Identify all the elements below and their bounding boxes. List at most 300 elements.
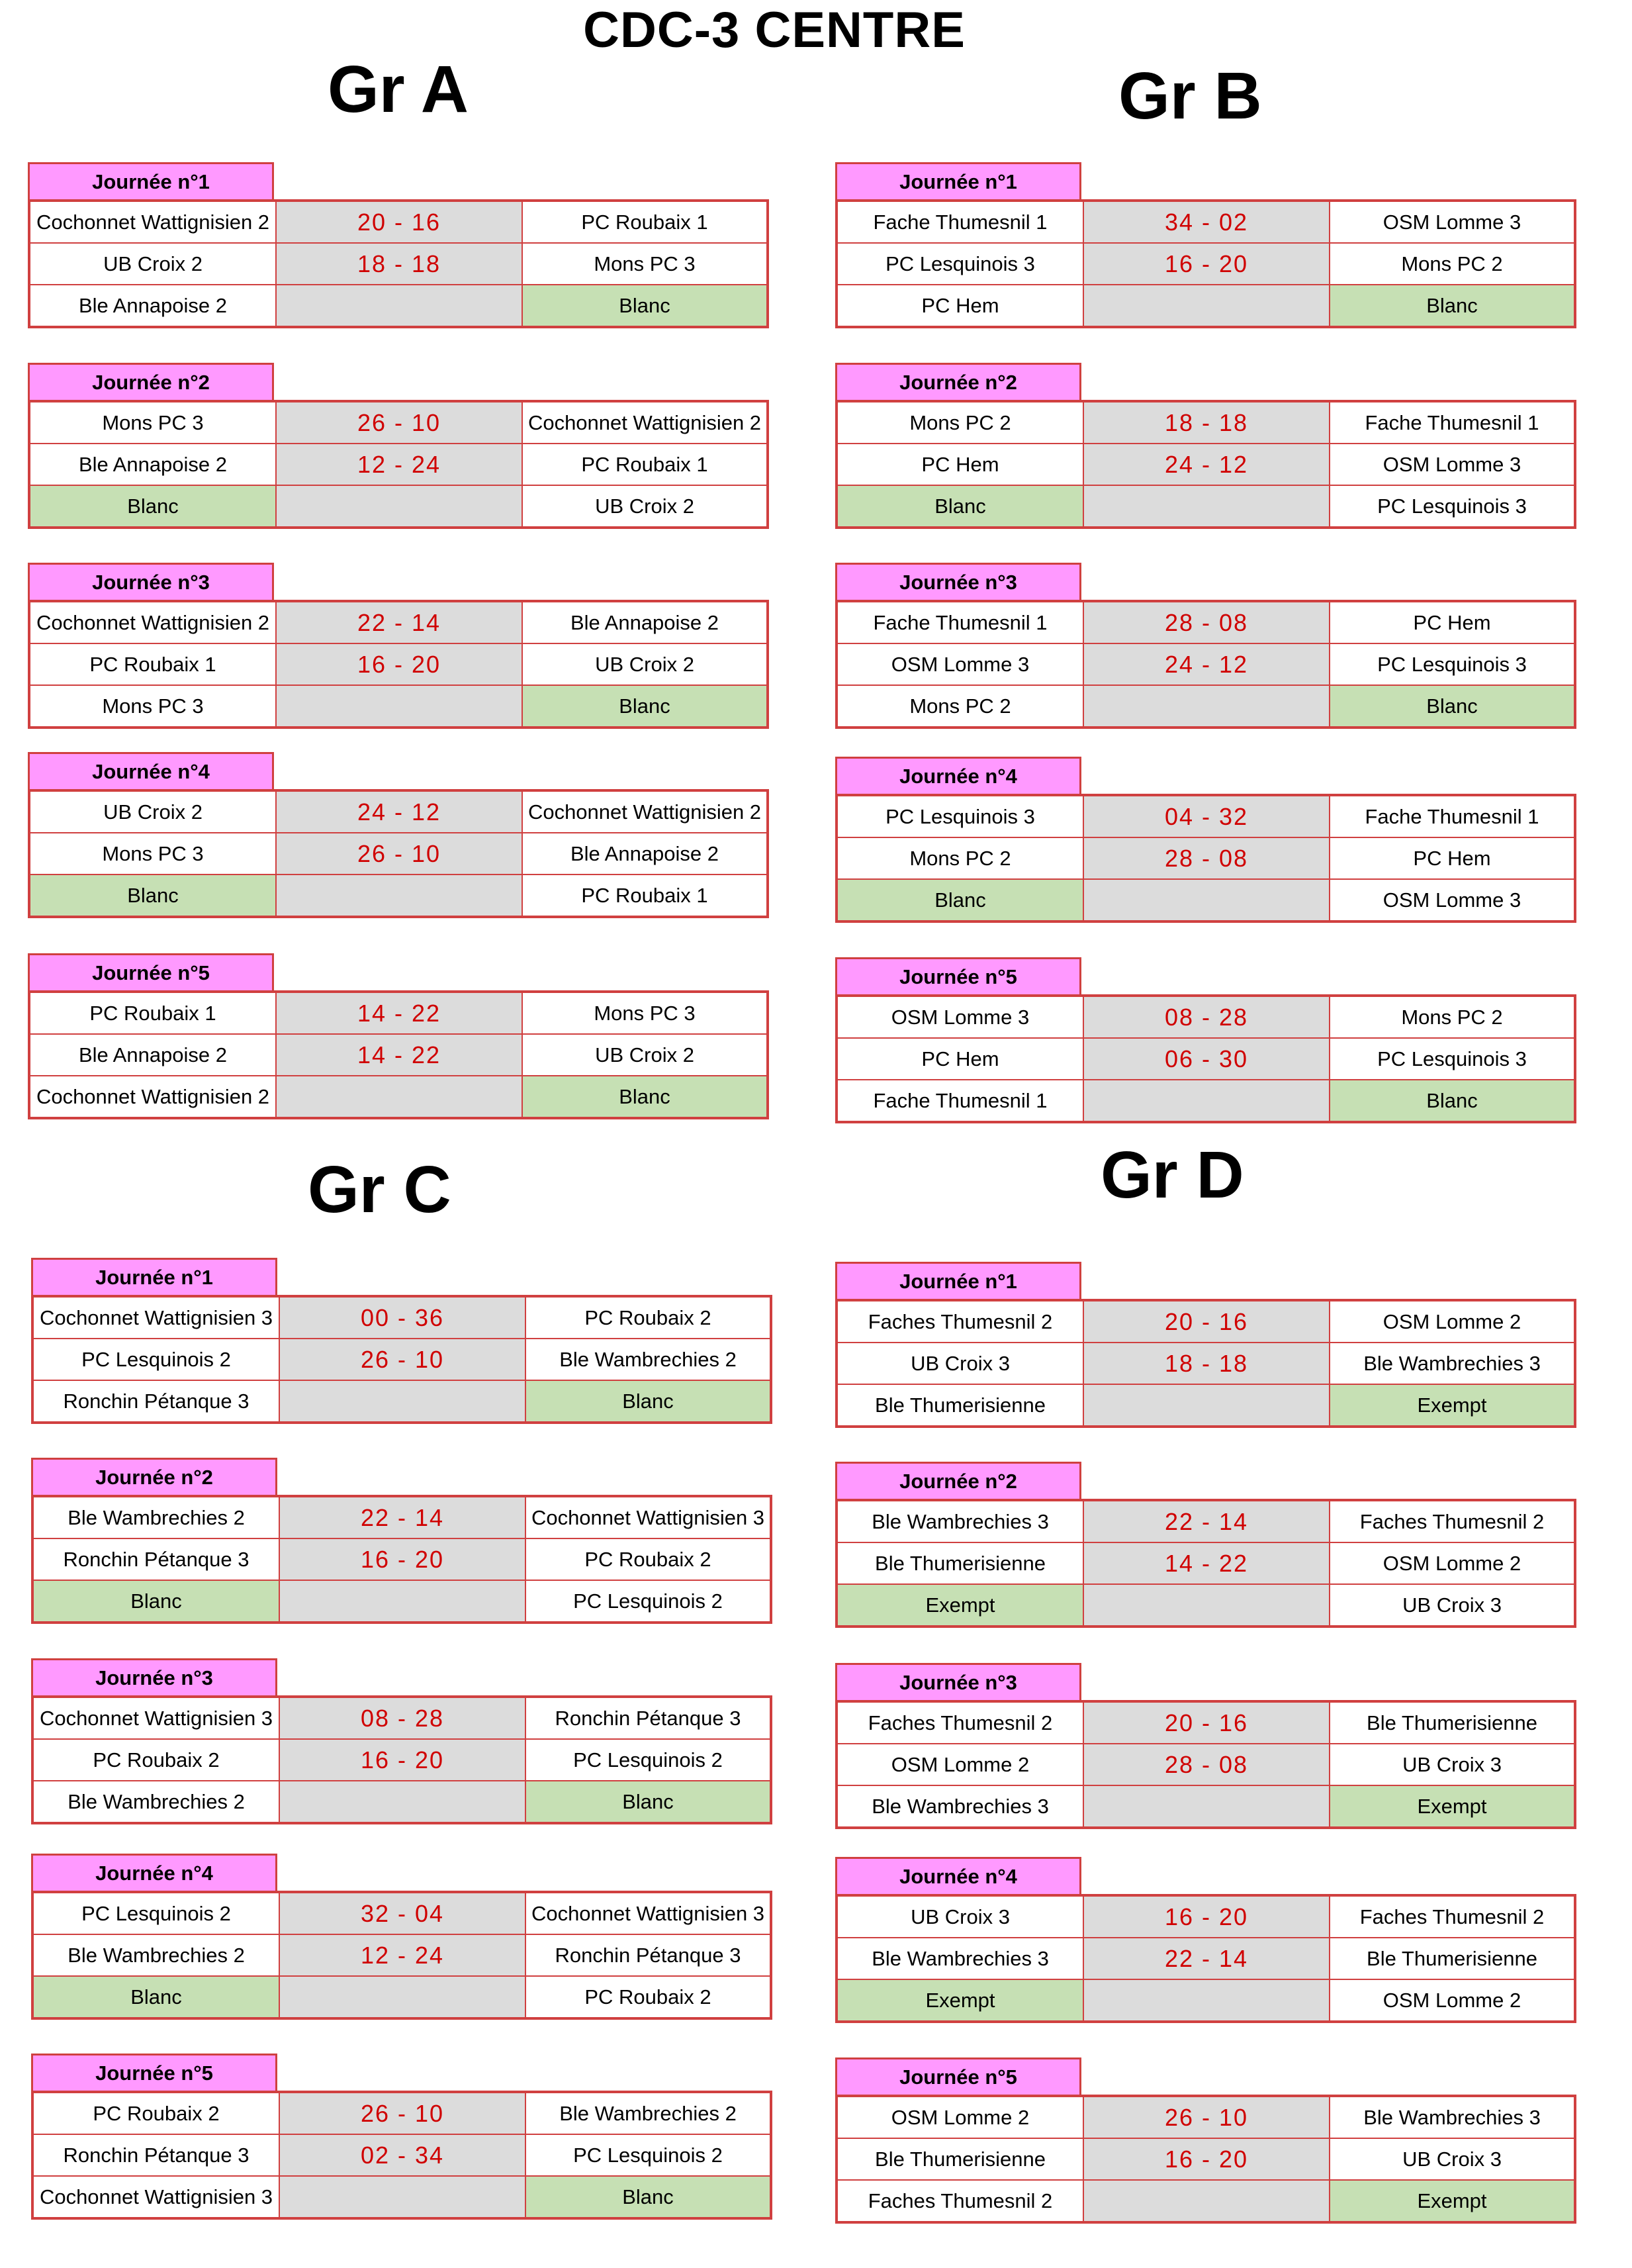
score-cell: 08 - 28 — [280, 1698, 526, 1738]
match-table — [28, 600, 769, 729]
away-team-cell: PC Lesquinois 2 — [573, 2143, 723, 2167]
match-row — [838, 1542, 1574, 1583]
away-team-cell: Ble Annapoise 2 — [570, 841, 719, 865]
away-team-cell: PC Roubaix 2 — [584, 1985, 711, 2008]
home-team-cell: Mons PC 2 — [838, 686, 1084, 726]
match-row — [838, 685, 1574, 726]
match-row — [34, 1497, 770, 1538]
match-row — [30, 1033, 766, 1075]
match-row — [838, 402, 1574, 443]
away-team-cell: Ble Thumerisienne — [1367, 1946, 1537, 1970]
away-team-cell: OSM Lomme 2 — [1383, 1551, 1521, 1575]
match-row — [34, 1934, 770, 1975]
score-cell — [280, 1381, 526, 1421]
match-row — [34, 1738, 770, 1780]
away-team-cell: Mons PC 2 — [1401, 1005, 1503, 1029]
group-a-title: Gr A — [328, 52, 469, 126]
home-team-cell: PC Lesquinois 2 — [34, 1339, 280, 1380]
group-c-journee-2 — [31, 1458, 772, 1624]
score-cell: 26 - 10 — [277, 833, 523, 874]
journee-header: Journée n°4 — [31, 1854, 277, 1891]
score-cell — [1084, 486, 1330, 526]
away-team-cell: UB Croix 2 — [595, 494, 694, 518]
journee-header: Journée n°4 — [28, 752, 274, 789]
away-team-cell: PC Lesquinois 3 — [1377, 494, 1527, 518]
away-team-cell: UB Croix 2 — [595, 652, 694, 676]
match-table — [31, 1695, 772, 1824]
journee-header: Journée n°3 — [835, 563, 1081, 600]
score-cell — [1084, 2181, 1330, 2221]
away-team-cell: OSM Lomme 3 — [1383, 452, 1521, 476]
away-team-cell: Exempt — [1330, 2181, 1574, 2221]
home-team-cell: UB Croix 2 — [30, 792, 277, 832]
journee-header: Journée n°4 — [835, 1857, 1081, 1894]
away-team-cell: Cochonnet Wattignisien 3 — [531, 1901, 765, 1925]
away-team-cell: Fache Thumesnil 1 — [1365, 804, 1539, 828]
group-b-journee-5 — [835, 957, 1576, 1123]
match-row — [34, 1698, 770, 1738]
score-cell: 20 - 16 — [277, 202, 523, 242]
score-cell — [1084, 1585, 1330, 1625]
away-team-cell: Mons PC 3 — [594, 252, 696, 275]
match-row — [838, 485, 1574, 526]
journee-header: Journée n°5 — [835, 2057, 1081, 2095]
journee-header: Journée n°4 — [835, 757, 1081, 794]
match-row — [838, 1583, 1574, 1625]
home-team-cell: PC Roubaix 1 — [30, 644, 277, 685]
score-cell: 22 - 14 — [277, 602, 523, 643]
home-team-cell: Ronchin Pétanque 3 — [34, 1381, 280, 1421]
match-table — [835, 1700, 1576, 1829]
away-team-cell: Mons PC 3 — [594, 1001, 696, 1025]
home-team-cell: OSM Lomme 3 — [838, 644, 1084, 685]
score-cell: 28 - 08 — [1084, 838, 1330, 878]
score-cell — [1084, 285, 1330, 326]
away-team-cell: Ble Annapoise 2 — [570, 610, 719, 634]
away-team-cell: Blanc — [1330, 285, 1574, 326]
score-cell: 26 - 10 — [277, 402, 523, 443]
group-d-journee-3 — [835, 1663, 1576, 1829]
score-cell — [277, 875, 523, 916]
match-row — [838, 1703, 1574, 1743]
home-team-cell: Blanc — [838, 486, 1084, 526]
home-team-cell: Blanc — [34, 1581, 280, 1621]
away-team-cell: Blanc — [523, 686, 766, 726]
group-c-journee-4 — [31, 1854, 772, 2020]
group-a-journee-3 — [28, 563, 769, 729]
group-a-journee-1 — [28, 162, 769, 328]
match-row — [838, 202, 1574, 242]
match-row — [838, 1937, 1574, 1979]
score-cell — [280, 1781, 526, 1822]
away-team-cell: Faches Thumesnil 2 — [1359, 1905, 1545, 1928]
away-team-cell: PC Lesquinois 3 — [1377, 652, 1527, 676]
away-team-cell: Cochonnet Wattignisien 2 — [527, 410, 762, 434]
home-team-cell: Blanc — [838, 880, 1084, 920]
away-team-cell: PC Lesquinois 3 — [1377, 1047, 1527, 1070]
home-team-cell: Ble Wambrechies 2 — [34, 1497, 280, 1538]
match-row — [838, 878, 1574, 920]
match-row — [838, 1037, 1574, 1079]
home-team-cell: Ble Annapoise 2 — [30, 1035, 277, 1075]
score-cell: 32 - 04 — [280, 1893, 526, 1934]
home-team-cell: Ble Thumerisienne — [838, 1543, 1084, 1583]
score-cell: 22 - 14 — [1084, 1938, 1330, 1979]
match-table — [835, 1894, 1576, 2023]
group-c-journee-3 — [31, 1658, 772, 1824]
away-team-cell: PC Roubaix 2 — [584, 1305, 711, 1329]
away-team-cell: Ble Wambrechies 2 — [559, 2101, 737, 2125]
match-row — [34, 1538, 770, 1580]
away-team-cell: Blanc — [523, 1076, 766, 1117]
away-team-cell: PC Lesquinois 2 — [573, 1589, 723, 1613]
home-team-cell: Mons PC 2 — [838, 838, 1084, 878]
match-row — [30, 202, 766, 242]
score-cell — [277, 486, 523, 526]
home-team-cell: PC Roubaix 1 — [30, 993, 277, 1033]
score-cell — [280, 2177, 526, 2217]
away-team-cell: Faches Thumesnil 2 — [1359, 1509, 1545, 1533]
group-c-journee-5 — [31, 2054, 772, 2220]
score-cell: 16 - 20 — [280, 1740, 526, 1780]
home-team-cell: PC Hem — [838, 1039, 1084, 1079]
match-row — [838, 2138, 1574, 2179]
away-team-cell: OSM Lomme 2 — [1383, 1988, 1521, 2012]
score-cell — [280, 1581, 526, 1621]
match-row — [34, 2175, 770, 2217]
home-team-cell: Fache Thumesnil 1 — [838, 602, 1084, 643]
match-row — [838, 1342, 1574, 1384]
match-row — [838, 602, 1574, 643]
score-cell — [277, 1076, 523, 1117]
home-team-cell: Ble Wambrechies 2 — [34, 1935, 280, 1975]
score-cell: 02 - 34 — [280, 2135, 526, 2175]
match-row — [34, 1893, 770, 1934]
match-table — [835, 199, 1576, 328]
match-row — [30, 792, 766, 832]
home-team-cell: PC Hem — [838, 285, 1084, 326]
away-team-cell: PC Hem — [1413, 610, 1491, 634]
journee-header: Journée n°5 — [31, 2054, 277, 2091]
match-table — [31, 1295, 772, 1424]
score-cell — [277, 686, 523, 726]
match-table — [835, 994, 1576, 1123]
away-team-cell: UB Croix 3 — [1402, 1752, 1502, 1776]
group-b-journee-1 — [835, 162, 1576, 328]
match-row — [838, 1897, 1574, 1937]
score-cell: 16 - 20 — [277, 644, 523, 685]
match-row — [838, 1501, 1574, 1542]
journee-header: Journée n°1 — [835, 162, 1081, 199]
page-title: CDC-3 CENTRE — [583, 2, 966, 58]
match-row — [838, 796, 1574, 837]
home-team-cell: Mons PC 3 — [30, 686, 277, 726]
score-cell — [280, 1977, 526, 2017]
away-team-cell: Ble Wambrechies 3 — [1363, 2105, 1541, 2129]
journee-header: Journée n°1 — [31, 1258, 277, 1295]
match-row — [34, 1298, 770, 1338]
match-row — [838, 443, 1574, 485]
score-cell: 28 - 08 — [1084, 1744, 1330, 1785]
group-b-journee-4 — [835, 757, 1576, 923]
away-team-cell: Blanc — [1330, 686, 1574, 726]
group-a-journee-2 — [28, 363, 769, 529]
away-team-cell: OSM Lomme 3 — [1383, 210, 1521, 234]
match-table — [28, 199, 769, 328]
match-row — [838, 284, 1574, 326]
group-c-journee-1 — [31, 1258, 772, 1424]
home-team-cell: Cochonnet Wattignisien 2 — [30, 1076, 277, 1117]
score-cell: 06 - 30 — [1084, 1039, 1330, 1079]
match-row — [30, 402, 766, 443]
score-cell — [1084, 1385, 1330, 1425]
away-team-cell: PC Lesquinois 2 — [573, 1748, 723, 1772]
group-b-journee-3 — [835, 563, 1576, 729]
journee-header: Journée n°3 — [31, 1658, 277, 1695]
group-b-journee-2 — [835, 363, 1576, 529]
match-table — [835, 794, 1576, 923]
home-team-cell: Cochonnet Wattignisien 3 — [34, 2177, 280, 2217]
group-d-journee-5 — [835, 2057, 1576, 2224]
match-table — [835, 2095, 1576, 2224]
match-row — [30, 242, 766, 284]
score-cell — [1084, 1980, 1330, 2020]
away-team-cell: UB Croix 3 — [1402, 1593, 1502, 1617]
score-cell: 24 - 12 — [1084, 444, 1330, 485]
match-row — [838, 1979, 1574, 2020]
home-team-cell: Mons PC 3 — [30, 833, 277, 874]
match-row — [30, 602, 766, 643]
score-cell — [277, 285, 523, 326]
home-team-cell: PC Lesquinois 3 — [838, 796, 1084, 837]
home-team-cell: Mons PC 3 — [30, 402, 277, 443]
home-team-cell: Cochonnet Wattignisien 2 — [30, 602, 277, 643]
score-cell: 16 - 20 — [1084, 1897, 1330, 1937]
match-row — [34, 1975, 770, 2017]
away-team-cell: Cochonnet Wattignisien 2 — [527, 800, 762, 824]
home-team-cell: Cochonnet Wattignisien 3 — [34, 1298, 280, 1338]
journee-header: Journée n°2 — [31, 1458, 277, 1495]
match-row — [34, 1580, 770, 1621]
home-team-cell: Blanc — [30, 486, 277, 526]
home-team-cell: PC Roubaix 2 — [34, 2093, 280, 2134]
match-row — [30, 485, 766, 526]
away-team-cell: Blanc — [526, 1781, 770, 1822]
score-cell: 18 - 18 — [1084, 402, 1330, 443]
home-team-cell: Blanc — [30, 875, 277, 916]
home-team-cell: Ble Wambrechies 2 — [34, 1781, 280, 1822]
match-table — [835, 1299, 1576, 1428]
score-cell: 00 - 36 — [280, 1298, 526, 1338]
away-team-cell: Blanc — [526, 2177, 770, 2217]
home-team-cell: UB Croix 3 — [838, 1897, 1084, 1937]
group-b-title: Gr B — [1118, 59, 1262, 133]
match-row — [30, 685, 766, 726]
away-team-cell: Blanc — [526, 1381, 770, 1421]
match-row — [838, 837, 1574, 878]
match-row — [838, 1785, 1574, 1826]
home-team-cell: OSM Lomme 2 — [838, 1744, 1084, 1785]
home-team-cell: UB Croix 2 — [30, 244, 277, 284]
match-row — [30, 874, 766, 916]
match-table — [31, 1891, 772, 2020]
match-row — [34, 1380, 770, 1421]
score-cell: 24 - 12 — [1084, 644, 1330, 685]
home-team-cell: Fache Thumesnil 1 — [838, 1080, 1084, 1121]
away-team-cell: Mons PC 2 — [1401, 252, 1503, 275]
away-team-cell: PC Roubaix 1 — [581, 452, 708, 476]
score-cell: 14 - 22 — [277, 1035, 523, 1075]
score-cell — [1084, 1080, 1330, 1121]
away-team-cell: Ronchin Pétanque 3 — [555, 1943, 741, 1967]
home-team-cell: PC Roubaix 2 — [34, 1740, 280, 1780]
away-team-cell: Cochonnet Wattignisien 3 — [531, 1505, 765, 1529]
journee-header: Journée n°1 — [835, 1262, 1081, 1299]
home-team-cell: Ble Annapoise 2 — [30, 444, 277, 485]
away-team-cell: PC Roubaix 2 — [584, 1547, 711, 1571]
match-row — [30, 1075, 766, 1117]
match-row — [838, 242, 1574, 284]
match-table — [835, 1499, 1576, 1628]
score-cell: 20 - 16 — [1084, 1703, 1330, 1743]
group-d-journee-1 — [835, 1262, 1576, 1428]
match-row — [838, 1301, 1574, 1342]
match-row — [30, 832, 766, 874]
away-team-cell: OSM Lomme 3 — [1383, 888, 1521, 912]
journee-header: Journée n°3 — [835, 1663, 1081, 1700]
group-c-title: Gr C — [308, 1153, 451, 1227]
score-cell — [1084, 880, 1330, 920]
group-d-journee-2 — [835, 1462, 1576, 1628]
score-cell: 20 - 16 — [1084, 1301, 1330, 1342]
match-table — [835, 400, 1576, 529]
journee-header: Journée n°1 — [28, 162, 274, 199]
away-team-cell: Ble Wambrechies 2 — [559, 1347, 737, 1371]
away-team-cell: Exempt — [1330, 1385, 1574, 1425]
match-row — [838, 643, 1574, 685]
score-cell: 12 - 24 — [277, 444, 523, 485]
match-row — [838, 2179, 1574, 2221]
match-row — [30, 443, 766, 485]
home-team-cell: Exempt — [838, 1980, 1084, 2020]
score-cell — [1084, 1786, 1330, 1826]
away-team-cell: Ble Thumerisienne — [1367, 1711, 1537, 1734]
away-team-cell: PC Hem — [1413, 846, 1491, 870]
home-team-cell: Cochonnet Wattignisien 3 — [34, 1698, 280, 1738]
score-cell: 12 - 24 — [280, 1935, 526, 1975]
match-row — [838, 1743, 1574, 1785]
away-team-cell: Blanc — [523, 285, 766, 326]
match-row — [30, 993, 766, 1033]
home-team-cell: Ble Wambrechies 3 — [838, 1938, 1084, 1979]
score-cell: 14 - 22 — [277, 993, 523, 1033]
home-team-cell: Cochonnet Wattignisien 2 — [30, 202, 277, 242]
match-row — [34, 2093, 770, 2134]
match-row — [838, 1079, 1574, 1121]
home-team-cell: Faches Thumesnil 2 — [838, 1301, 1084, 1342]
journee-header: Journée n°2 — [28, 363, 274, 400]
home-team-cell: Exempt — [838, 1585, 1084, 1625]
score-cell: 26 - 10 — [1084, 2097, 1330, 2138]
score-cell: 22 - 14 — [280, 1497, 526, 1538]
group-a-journee-5 — [28, 953, 769, 1119]
match-row — [34, 1338, 770, 1380]
match-table — [835, 600, 1576, 729]
score-cell: 24 - 12 — [277, 792, 523, 832]
home-team-cell: UB Croix 3 — [838, 1343, 1084, 1384]
group-d-title: Gr D — [1101, 1138, 1244, 1212]
home-team-cell: Mons PC 2 — [838, 402, 1084, 443]
home-team-cell: PC Lesquinois 3 — [838, 244, 1084, 284]
match-row — [838, 2097, 1574, 2138]
score-cell: 18 - 18 — [1084, 1343, 1330, 1384]
match-row — [30, 643, 766, 685]
score-cell: 08 - 28 — [1084, 997, 1330, 1037]
journee-header: Journée n°2 — [835, 363, 1081, 400]
group-d-journee-4 — [835, 1857, 1576, 2023]
away-team-cell: PC Roubaix 1 — [581, 883, 708, 907]
home-team-cell: Ble Thumerisienne — [838, 2139, 1084, 2179]
home-team-cell: Fache Thumesnil 1 — [838, 202, 1084, 242]
away-team-cell: Fache Thumesnil 1 — [1365, 410, 1539, 434]
home-team-cell: Ble Annapoise 2 — [30, 285, 277, 326]
score-cell: 16 - 20 — [280, 1539, 526, 1580]
home-team-cell: Ronchin Pétanque 3 — [34, 1539, 280, 1580]
match-row — [838, 1384, 1574, 1425]
match-row — [30, 284, 766, 326]
match-table — [28, 789, 769, 918]
journee-header: Journée n°5 — [835, 957, 1081, 994]
match-table — [31, 2091, 772, 2220]
home-team-cell: OSM Lomme 3 — [838, 997, 1084, 1037]
score-cell: 14 - 22 — [1084, 1543, 1330, 1583]
away-team-cell: PC Roubaix 1 — [581, 210, 708, 234]
home-team-cell: Ronchin Pétanque 3 — [34, 2135, 280, 2175]
score-cell: 28 - 08 — [1084, 602, 1330, 643]
home-team-cell: Ble Wambrechies 3 — [838, 1501, 1084, 1542]
score-cell: 16 - 20 — [1084, 244, 1330, 284]
away-team-cell: Ronchin Pétanque 3 — [555, 1706, 741, 1730]
home-team-cell: Faches Thumesnil 2 — [838, 2181, 1084, 2221]
score-cell: 22 - 14 — [1084, 1501, 1330, 1542]
away-team-cell: OSM Lomme 2 — [1383, 1309, 1521, 1333]
match-row — [34, 1780, 770, 1822]
score-cell — [1084, 686, 1330, 726]
group-a-journee-4 — [28, 752, 769, 918]
match-table — [28, 400, 769, 529]
journee-header: Journée n°2 — [835, 1462, 1081, 1499]
journee-header: Journée n°3 — [28, 563, 274, 600]
away-team-cell: Blanc — [1330, 1080, 1574, 1121]
score-cell: 26 - 10 — [280, 1339, 526, 1380]
match-row — [838, 997, 1574, 1037]
score-cell: 34 - 02 — [1084, 202, 1330, 242]
away-team-cell: UB Croix 3 — [1402, 2147, 1502, 2171]
score-cell: 18 - 18 — [277, 244, 523, 284]
home-team-cell: Faches Thumesnil 2 — [838, 1703, 1084, 1743]
home-team-cell: OSM Lomme 2 — [838, 2097, 1084, 2138]
away-team-cell: UB Croix 2 — [595, 1043, 694, 1066]
match-table — [31, 1495, 772, 1624]
home-team-cell: PC Lesquinois 2 — [34, 1893, 280, 1934]
away-team-cell: Exempt — [1330, 1786, 1574, 1826]
home-team-cell: Ble Wambrechies 3 — [838, 1786, 1084, 1826]
home-team-cell: PC Hem — [838, 444, 1084, 485]
home-team-cell: Blanc — [34, 1977, 280, 2017]
match-table — [28, 990, 769, 1119]
away-team-cell: Ble Wambrechies 3 — [1363, 1351, 1541, 1375]
score-cell: 04 - 32 — [1084, 796, 1330, 837]
